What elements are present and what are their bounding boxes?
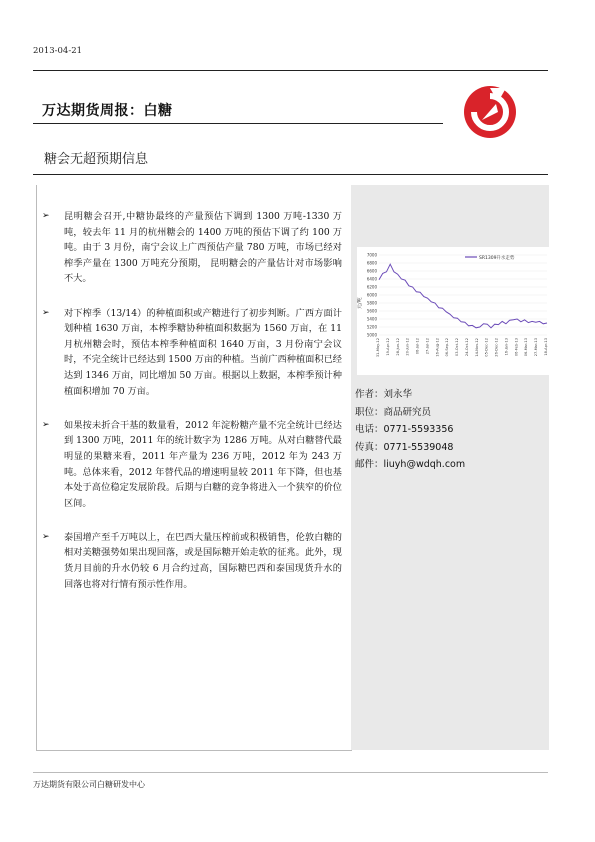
y-tick-label: 5800 (366, 300, 377, 306)
x-tick-label: 16-Jan-13 (504, 338, 509, 356)
footer-company: 万达期货有限公司白糖研发中心 (33, 780, 145, 789)
bullet-item: ➢ 泰国增产至千万吨以上，在巴西大量压榨前或积极销售，伦敦白糖的相对美糖强势如果出现回落，或是国际糖开始走软的征兆。此外，现货月目前的升水仍较 6 月合约过高，国际糖巴西和泰国现货升水的回落也将对行情有预示性作用。 (42, 531, 342, 590)
x-tick-label: 18-Apr-13 (544, 338, 548, 356)
subtitle-divider (33, 174, 548, 175)
x-tick-label: 06-Sep-12 (445, 338, 450, 357)
author-name: 作者：刘永华 (355, 389, 413, 400)
title-divider (33, 123, 443, 124)
y-tick-label: 6600 (366, 268, 377, 274)
y-tick-label: 7000 (366, 252, 377, 258)
y-tick-label: 5000 (366, 332, 377, 338)
bullet-list (42, 209, 342, 611)
y-tick-label: 6000 (366, 292, 377, 298)
bullet-item: ➢ 昆明糖会召开,中糖协最终的产量预估下调到 1300 万吨-1330 万吨，较去年 11 月的杭州糖会的 1400 万吨的预估下调了约 100 万吨。由于 3 月份，南宁会议上广西预估产量 780 万吨，市场已经对榨季产量在 1300 万吨充分预期， 昆明糖会的产量估计对市场影响不大。 (42, 211, 342, 285)
y-tick-label: 6800 (366, 260, 377, 266)
x-tick-label: 31-May-12 (376, 338, 380, 358)
y-tick-label: 6200 (366, 284, 377, 290)
author-info (355, 386, 465, 474)
x-tick-label: 06-Jul-12 (415, 338, 420, 355)
x-tick-label: 27-Jul-12 (425, 338, 430, 355)
report-subtitle: 糖会无超预期信息 (44, 152, 149, 167)
x-tick-label: 16-Aug-12 (435, 338, 440, 357)
arrow-bullet-icon: ➢ (42, 419, 50, 430)
x-tick-label: 20-Jun-12 (405, 338, 410, 356)
price-chart (357, 247, 553, 375)
x-tick-label: 26-Dec-12 (494, 338, 499, 357)
report-title: 万达期货周报：白糖 (42, 103, 173, 119)
y-tick-label: 6400 (366, 276, 377, 282)
author-phone: 电话：0771-5593356 (355, 424, 454, 435)
y-tick-label: 5400 (366, 316, 377, 322)
x-tick-label: 06-Mar-13 (524, 338, 529, 357)
report-date: 2013-04-21 (33, 46, 83, 56)
bullet-item: ➢ 如果按未折合干基的数量看，2012 年淀粉糖产量不完全统计已经达到 1300 万吨，2011 年的统计数字为 1286 万吨。从对白糖替代最明显的果糖来看，2011 年产量为 236 万吨，2012 年为 243 万吨。总体来看，2012 年替代品的增速明显较 2011 年下降，但也基本处于高位稳定发展阶段。后期与白糖的竞争将进入一个狭窄的价位区间。 (42, 419, 342, 509)
arrow-bullet-icon: ➢ (42, 307, 50, 318)
x-tick-label: 28-Jun-12 (395, 338, 400, 356)
x-tick-label: 24-Oct-12 (464, 338, 469, 357)
y-tick-label: 5600 (366, 308, 377, 314)
x-tick-label: 03-Oct-12 (455, 338, 460, 357)
author-fax: 传真：0771-5539048 (355, 441, 454, 453)
y-tick-label: 5200 (366, 324, 377, 330)
author-email[interactable]: 邮件：liuyh@wdqh.com (355, 459, 466, 470)
arrow-bullet-icon: ➢ (42, 531, 50, 542)
company-logo (460, 82, 520, 140)
footer-divider (33, 772, 548, 773)
author-title: 职位：商品研究员 (355, 406, 432, 418)
top-divider (33, 70, 548, 71)
bullet-item: ➢ 对下榨季（13/14）的种植面积或产糖进行了初步判断。广西方面计划种植 1630 万亩，本榨季糖协种植面积数据为 1560 万亩，在 11 月杭州糖会时，预估本榨季种植面积 1640 万亩，3 月份南宁会议时，不完全统计已经达到 1500 万亩的种植。当前广西种植面积已经达到 1346 万亩，同比增加 50 万亩。根据以上数据，本榨季预计种植面积增加 70 万亩。 (42, 307, 342, 397)
y-axis-label: 元/吨 (357, 297, 363, 309)
arrow-bullet-icon: ➢ (42, 211, 50, 221)
x-tick-label: 14-Nov-12 (474, 338, 479, 357)
x-tick-label: 06-Feb-13 (514, 338, 519, 357)
x-tick-label: 19-Apr-12 (385, 338, 390, 356)
x-tick-label: 27-Mar-13 (534, 338, 539, 357)
legend-label: SR1309升水走势 (479, 256, 515, 261)
x-tick-label: 05-Dec-12 (484, 338, 489, 357)
